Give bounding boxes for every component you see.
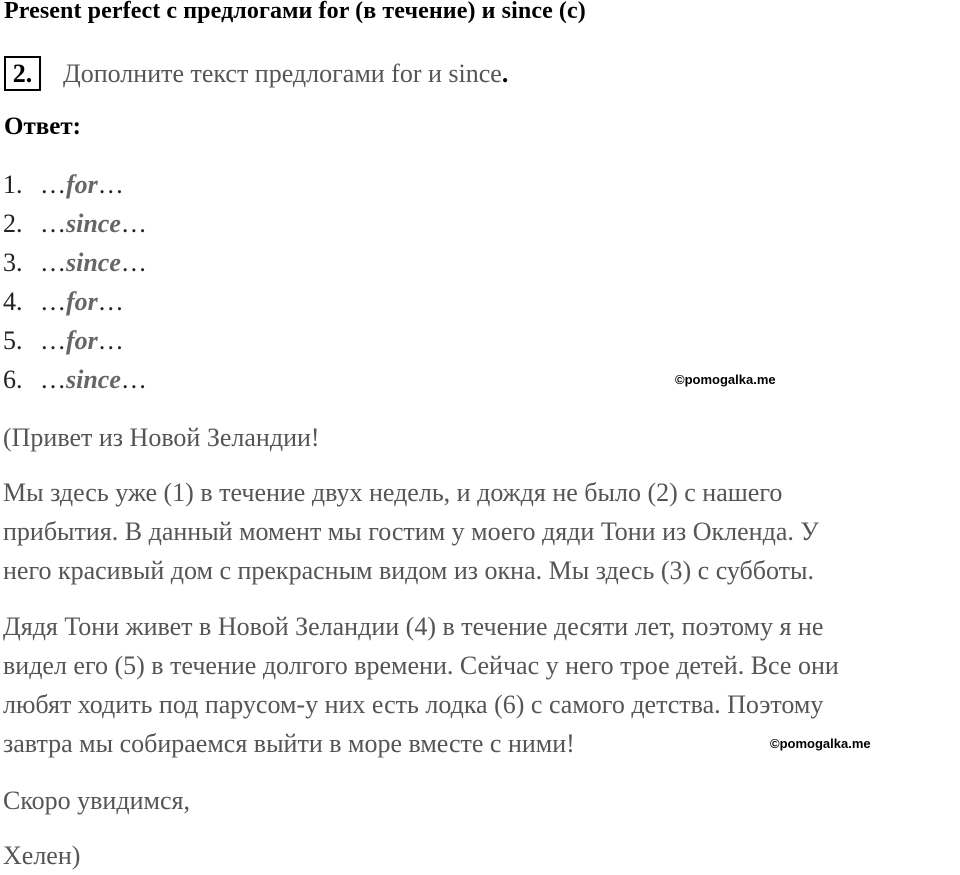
task-instruction-text: Дополните текст предлогами for и since [63, 58, 502, 88]
answer-number: 5. [3, 326, 23, 355]
task-number-badge: 2. [4, 56, 41, 91]
answer-ellipsis-after: … [97, 170, 124, 199]
text-line: видел его (5) в течение долгого времени. Сейчас у него трое детей. Все они [3, 651, 839, 680]
answer-ellipsis-before: … [40, 287, 66, 316]
task-header [4, 56, 508, 91]
text-line: прибытия. В данный момент мы гостим у моего дяди Тони из Окленда. У [3, 517, 819, 546]
answer-number: 3. [3, 248, 23, 277]
translation-paragraph-1 [3, 473, 819, 590]
answer-word: for [66, 326, 98, 355]
text-line: Мы здесь уже (1) в течение двух недель, и дождя не было (2) с нашего [3, 478, 783, 507]
answer-ellipsis-after: … [97, 326, 124, 355]
translation-closing: Скоро увидимся, [3, 786, 190, 815]
answer-number: 1. [3, 170, 23, 199]
translation-paragraph-2 [3, 607, 839, 763]
watermark: ©pomogalka.me [675, 372, 776, 387]
answer-heading: Ответ: [4, 113, 81, 140]
answer-word: since [66, 248, 121, 277]
watermark: ©pomogalka.me [770, 736, 871, 751]
translation-greeting: (Привет из Новой Зеландии! [3, 423, 320, 452]
text-line: завтра мы собираемся выйти в море вместе с ними! [3, 729, 575, 758]
answer-ellipsis-before: … [40, 170, 66, 199]
answer-ellipsis-after: … [120, 365, 147, 394]
task-instruction-period: . [501, 58, 509, 88]
answer-number: 6. [3, 365, 23, 394]
text-line: него красивый дом с прекрасным видом из окна. Мы здесь (3) с субботы. [3, 556, 814, 585]
answer-number: 4. [3, 287, 23, 316]
answer-ellipsis-after: … [97, 287, 124, 316]
translation-signature: Хелен) [3, 841, 81, 870]
answer-item [3, 204, 147, 243]
text-line: любят ходить под парусом-у них есть лодка (6) с самого детства. Поэтому [3, 690, 824, 719]
answer-ellipsis-before: … [40, 365, 66, 394]
answer-item [3, 282, 147, 321]
answer-item [3, 165, 147, 204]
answer-ellipsis-before: … [40, 209, 66, 238]
page-title: Present perfect с предлогами for (в течение) и since (с) [4, 0, 586, 24]
answer-ellipsis-before: … [40, 248, 66, 277]
answer-word: for [66, 170, 98, 199]
answer-item [3, 360, 147, 399]
answer-ellipsis-before: … [40, 326, 66, 355]
answer-number: 2. [3, 209, 23, 238]
answer-word: since [66, 365, 121, 394]
answer-list [3, 165, 147, 399]
answer-word: since [66, 209, 121, 238]
answer-ellipsis-after: … [120, 248, 147, 277]
task-instruction [63, 59, 508, 89]
answer-item [3, 321, 147, 360]
answer-word: for [66, 287, 98, 316]
answer-ellipsis-after: … [120, 209, 147, 238]
text-line: Дядя Тони живет в Новой Зеландии (4) в течение десяти лет, поэтому я не [3, 612, 824, 641]
answer-item [3, 243, 147, 282]
